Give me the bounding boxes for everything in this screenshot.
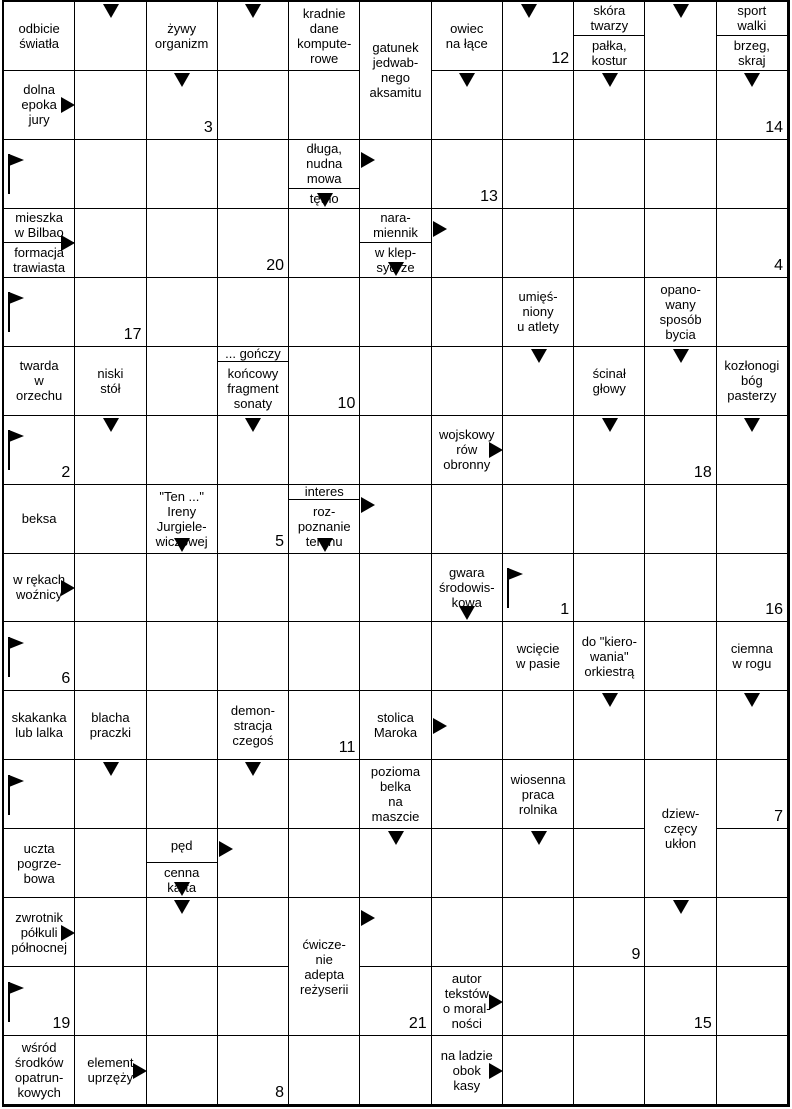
clue-text-bottom: pałka, kostur — [591, 37, 627, 68]
solution-number: 3 — [203, 118, 213, 136]
answer-cell[interactable] — [218, 967, 289, 1036]
clue-text: w rękach woźnicy — [13, 572, 66, 603]
answer-cell[interactable] — [4, 760, 75, 829]
arrow-down-icon — [103, 762, 119, 776]
clue-cell — [4, 829, 75, 898]
clue-text: umięś- niony u atlety — [517, 289, 559, 335]
arrow-down-icon — [388, 262, 404, 276]
arrow-down-icon — [744, 418, 760, 432]
solution-number: 14 — [765, 118, 783, 136]
answer-cell[interactable] — [574, 1036, 645, 1105]
answer-cell[interactable] — [75, 898, 146, 967]
clue-text: stolica Maroka — [373, 710, 418, 741]
clue-text: odbicie światła — [18, 20, 60, 51]
clue-text: dolna epoka jury — [21, 82, 57, 128]
answer-cell[interactable] — [574, 967, 645, 1036]
solution-number: 4 — [774, 256, 783, 274]
answer-cell[interactable] — [289, 1036, 360, 1105]
clue-cell — [717, 2, 788, 71]
answer-cell[interactable] — [717, 898, 788, 967]
clue-text: owiec na łące — [445, 20, 488, 51]
answer-cell[interactable] — [75, 278, 146, 347]
arrow-down-icon — [602, 693, 618, 707]
clue-cell — [4, 485, 75, 554]
answer-cell[interactable] — [360, 967, 431, 1036]
clue-text-bottom: tętno — [309, 190, 339, 206]
clue-text: gwara środowis- kowa — [438, 564, 495, 610]
answer-cell[interactable] — [289, 622, 360, 691]
answer-cell[interactable] — [289, 554, 360, 623]
answer-cell[interactable] — [289, 209, 360, 278]
answer-cell[interactable] — [147, 140, 218, 209]
clue-cell — [289, 898, 360, 1036]
clue-text: element uprzęży — [87, 1055, 134, 1086]
answer-cell[interactable] — [289, 416, 360, 485]
clue-text: kradnie dane kompute- rowe — [297, 5, 352, 66]
clue-cell — [645, 760, 716, 898]
answer-cell[interactable] — [218, 140, 289, 209]
arrow-down-icon — [531, 349, 547, 363]
clue-text-top: ... gończy — [218, 347, 288, 362]
clue-text: skakanka lub lalka — [11, 710, 67, 741]
answer-cell[interactable] — [218, 829, 289, 898]
answer-cell[interactable] — [717, 209, 788, 278]
arrow-right-icon — [433, 718, 447, 734]
clue-text: niski stół — [97, 365, 124, 396]
clue-cell — [503, 622, 574, 691]
answer-cell[interactable] — [4, 416, 75, 485]
answer-cell[interactable] — [360, 485, 431, 554]
clue-text: dziew- częcy ukłon — [661, 806, 700, 852]
solution-number: 6 — [61, 670, 71, 688]
solution-number: 12 — [551, 49, 570, 67]
answer-cell[interactable] — [574, 209, 645, 278]
answer-cell[interactable] — [717, 1036, 788, 1105]
answer-cell[interactable] — [147, 760, 218, 829]
clue-cell — [645, 278, 716, 347]
answer-cell[interactable] — [360, 898, 431, 967]
clue-text: wśród środków opatrun- kowych — [14, 1040, 64, 1101]
clue-text-top: skóra twarzy — [574, 2, 644, 36]
solution-number: 15 — [693, 1015, 712, 1033]
answer-cell[interactable] — [218, 554, 289, 623]
answer-cell[interactable] — [75, 554, 146, 623]
solution-number: 5 — [275, 532, 285, 550]
clue-cell — [717, 622, 788, 691]
answer-cell[interactable] — [147, 209, 218, 278]
clue-text: ciemna w rogu — [730, 641, 773, 672]
arrow-down-icon — [103, 4, 119, 18]
flag-icon — [507, 568, 525, 608]
answer-cell[interactable] — [75, 71, 146, 140]
clue-text-top: nara- miennik — [360, 209, 430, 243]
clue-cell — [574, 622, 645, 691]
arrow-right-icon — [133, 1063, 147, 1079]
clue-cell — [218, 691, 289, 760]
answer-cell[interactable] — [574, 485, 645, 554]
answer-cell[interactable] — [360, 140, 431, 209]
clue-text-bottom: cenna karta — [163, 865, 200, 896]
clue-text: ścinał głowy — [592, 365, 626, 396]
answer-cell[interactable] — [360, 1036, 431, 1105]
clue-cell — [503, 760, 574, 829]
arrow-right-icon — [361, 910, 375, 926]
clue-text: ćwicze- nie adepta reżyserii — [300, 936, 349, 997]
clue-cell — [4, 2, 75, 71]
answer-cell[interactable] — [645, 140, 716, 209]
clue-text: kozłonogi bóg pasterzy — [724, 358, 780, 404]
clue-text: wiosenna praca rolnika — [510, 771, 566, 817]
answer-cell[interactable] — [4, 622, 75, 691]
solution-number: 2 — [61, 463, 71, 481]
answer-cell[interactable] — [360, 554, 431, 623]
arrow-down-icon — [174, 73, 190, 87]
solution-number: 10 — [337, 394, 356, 412]
answer-cell[interactable] — [503, 691, 574, 760]
arrow-down-icon — [459, 606, 475, 620]
flag-icon — [8, 430, 26, 470]
answer-cell[interactable] — [289, 691, 360, 760]
answer-cell[interactable] — [4, 140, 75, 209]
solution-number: 7 — [774, 808, 783, 826]
clue-cell — [432, 2, 503, 71]
solution-number: 13 — [480, 187, 498, 205]
answer-cell[interactable] — [717, 278, 788, 347]
clue-text: demon- stracja czegoś — [230, 702, 275, 748]
answer-cell[interactable] — [645, 209, 716, 278]
clue-cell — [75, 347, 146, 416]
arrow-down-icon — [602, 418, 618, 432]
arrow-right-icon — [61, 235, 75, 251]
arrow-down-icon — [531, 831, 547, 845]
answer-cell[interactable] — [645, 416, 716, 485]
arrow-down-icon — [744, 693, 760, 707]
clue-cell — [574, 347, 645, 416]
answer-cell[interactable] — [503, 416, 574, 485]
arrow-right-icon — [219, 841, 233, 857]
clue-cell — [574, 2, 645, 71]
arrow-right-icon — [433, 221, 447, 237]
answer-cell[interactable] — [574, 140, 645, 209]
arrow-down-icon — [245, 762, 261, 776]
arrow-right-icon — [361, 152, 375, 168]
answer-cell[interactable] — [218, 71, 289, 140]
answer-cell[interactable] — [645, 71, 716, 140]
answer-cell[interactable] — [432, 829, 503, 898]
answer-cell[interactable] — [147, 1036, 218, 1105]
clue-cell — [503, 278, 574, 347]
solution-number: 19 — [52, 1015, 71, 1033]
answer-cell[interactable] — [75, 209, 146, 278]
answer-cell[interactable] — [289, 760, 360, 829]
answer-cell[interactable] — [574, 898, 645, 967]
answer-cell[interactable] — [360, 416, 431, 485]
clue-text-top: mieszka w Bilbao — [4, 209, 74, 243]
answer-cell[interactable] — [360, 278, 431, 347]
clue-text-top: długa, nudna mowa — [289, 140, 359, 189]
solution-number: 20 — [266, 256, 285, 274]
flag-icon — [8, 775, 26, 815]
arrow-down-icon — [602, 73, 618, 87]
arrow-down-icon — [744, 73, 760, 87]
answer-cell[interactable] — [574, 278, 645, 347]
arrow-down-icon — [245, 418, 261, 432]
solution-number: 11 — [338, 739, 356, 757]
answer-cell[interactable] — [717, 829, 788, 898]
clue-text: beksa — [21, 511, 57, 527]
arrow-down-icon — [388, 831, 404, 845]
answer-cell[interactable] — [503, 1036, 574, 1105]
clue-text: blacha praczki — [89, 710, 131, 741]
clue-cell — [147, 2, 218, 71]
clue-text: pozioma belka na maszcie — [370, 764, 421, 825]
answer-cell[interactable] — [147, 691, 218, 760]
arrow-right-icon — [61, 580, 75, 596]
answer-cell[interactable] — [218, 898, 289, 967]
answer-cell[interactable] — [4, 967, 75, 1036]
answer-cell[interactable] — [717, 485, 788, 554]
solution-number: 1 — [560, 601, 570, 619]
answer-cell[interactable] — [147, 278, 218, 347]
arrow-down-icon — [317, 538, 333, 552]
answer-cell[interactable] — [717, 760, 788, 829]
answer-cell[interactable] — [4, 278, 75, 347]
arrow-down-icon — [459, 73, 475, 87]
answer-cell[interactable] — [75, 485, 146, 554]
arrow-right-icon — [61, 97, 75, 113]
solution-number: 17 — [123, 325, 142, 343]
answer-cell[interactable] — [574, 760, 645, 829]
answer-cell[interactable] — [75, 140, 146, 209]
answer-cell[interactable] — [645, 691, 716, 760]
answer-cell[interactable] — [289, 278, 360, 347]
answer-cell[interactable] — [432, 485, 503, 554]
arrow-right-icon — [489, 994, 503, 1010]
answer-cell[interactable] — [645, 485, 716, 554]
clue-cell — [360, 760, 431, 829]
answer-cell[interactable] — [432, 622, 503, 691]
clue-text: do "kiero- wania" orkiestrą — [581, 633, 637, 679]
clue-text: opano- wany sposób bycia — [659, 281, 702, 342]
arrow-down-icon — [673, 349, 689, 363]
answer-cell[interactable] — [432, 209, 503, 278]
clue-cell — [218, 347, 289, 416]
answer-cell[interactable] — [432, 140, 503, 209]
clue-cell — [289, 2, 360, 71]
solution-number: 8 — [275, 1084, 285, 1101]
clue-cell — [360, 2, 431, 140]
clue-text: wcięcie w pasie — [516, 641, 561, 672]
clue-text: "Ten ..." Ireny Jurgiele- wiczowej — [155, 488, 208, 549]
answer-cell[interactable] — [432, 278, 503, 347]
clue-text-bottom: końcowy fragment sonaty — [227, 365, 279, 411]
clue-text-bottom: roz- poznanie terenu — [297, 503, 351, 549]
answer-cell[interactable] — [503, 140, 574, 209]
flag-icon — [8, 637, 26, 677]
answer-cell[interactable] — [645, 622, 716, 691]
clue-text: zwrotnik półkuli północnej — [11, 909, 67, 955]
clue-text-top: interes — [289, 485, 359, 500]
clue-cell — [717, 347, 788, 416]
arrow-down-icon — [174, 538, 190, 552]
answer-cell[interactable] — [75, 622, 146, 691]
answer-cell[interactable] — [645, 1036, 716, 1105]
answer-cell[interactable] — [147, 967, 218, 1036]
answer-cell[interactable] — [503, 967, 574, 1036]
arrow-down-icon — [174, 900, 190, 914]
arrow-down-icon — [673, 4, 689, 18]
answer-cell[interactable] — [717, 967, 788, 1036]
clue-text: twarda w orzechu — [16, 358, 63, 404]
solution-number: 21 — [408, 1015, 427, 1033]
solution-number: 16 — [765, 601, 783, 619]
answer-cell[interactable] — [218, 622, 289, 691]
clue-text: uczta pogrze- bowa — [17, 840, 62, 886]
clue-cell — [4, 691, 75, 760]
answer-cell[interactable] — [218, 278, 289, 347]
clue-text-top: pęd — [147, 829, 217, 863]
arrow-down-icon — [673, 900, 689, 914]
flag-icon — [8, 292, 26, 332]
clue-cell — [360, 691, 431, 760]
answer-cell[interactable] — [432, 760, 503, 829]
clue-cell — [4, 347, 75, 416]
answer-cell[interactable] — [218, 209, 289, 278]
answer-cell[interactable] — [503, 554, 574, 623]
arrow-down-icon — [103, 418, 119, 432]
answer-cell[interactable] — [147, 554, 218, 623]
clue-cell — [4, 1036, 75, 1105]
answer-cell[interactable] — [503, 898, 574, 967]
arrow-down-icon — [521, 4, 537, 18]
clue-text: autor tekstów o moral- ności — [442, 971, 491, 1032]
answer-cell[interactable] — [147, 622, 218, 691]
answer-cell[interactable] — [717, 554, 788, 623]
clue-text-bottom: formacja trawiasta — [13, 244, 66, 275]
answer-cell[interactable] — [645, 554, 716, 623]
clue-cell — [75, 691, 146, 760]
answer-cell[interactable] — [432, 347, 503, 416]
answer-cell[interactable] — [574, 554, 645, 623]
clue-text: wojskowy rów obronny — [438, 427, 495, 473]
answer-cell[interactable] — [289, 347, 360, 416]
answer-cell[interactable] — [289, 71, 360, 140]
clue-text-bottom: w klep- sydrze — [374, 244, 417, 275]
flag-icon — [8, 982, 26, 1022]
arrow-right-icon — [61, 925, 75, 941]
answer-cell[interactable] — [218, 485, 289, 554]
arrow-right-icon — [361, 497, 375, 513]
answer-cell[interactable] — [218, 1036, 289, 1105]
arrow-right-icon — [489, 442, 503, 458]
answer-cell[interactable] — [503, 2, 574, 71]
answer-cell[interactable] — [360, 622, 431, 691]
answer-cell[interactable] — [503, 71, 574, 140]
clue-text: gatunek jedwab- nego aksamitu — [369, 40, 422, 101]
flag-icon — [8, 154, 26, 194]
clue-text-bottom: brzeg, skraj — [733, 37, 770, 68]
answer-cell[interactable] — [147, 416, 218, 485]
answer-cell[interactable] — [503, 209, 574, 278]
arrow-down-icon — [317, 193, 333, 207]
answer-cell[interactable] — [717, 140, 788, 209]
answer-cell[interactable] — [574, 829, 645, 898]
clue-text-top: sport walki — [717, 2, 787, 36]
arrow-down-icon — [174, 882, 190, 896]
clue-text: na ladzie obok kasy — [440, 1047, 493, 1093]
answer-cell[interactable] — [75, 829, 146, 898]
answer-cell[interactable] — [360, 347, 431, 416]
answer-cell[interactable] — [147, 347, 218, 416]
answer-cell[interactable] — [645, 967, 716, 1036]
answer-cell[interactable] — [432, 898, 503, 967]
arrow-right-icon — [489, 1063, 503, 1079]
solution-number: 9 — [631, 946, 641, 964]
arrow-down-icon — [245, 4, 261, 18]
crossword-grid — [2, 0, 790, 1107]
answer-cell[interactable] — [289, 829, 360, 898]
clue-text: żywy organizm — [154, 20, 209, 51]
solution-number: 18 — [693, 463, 712, 481]
answer-cell[interactable] — [75, 967, 146, 1036]
answer-cell[interactable] — [503, 485, 574, 554]
